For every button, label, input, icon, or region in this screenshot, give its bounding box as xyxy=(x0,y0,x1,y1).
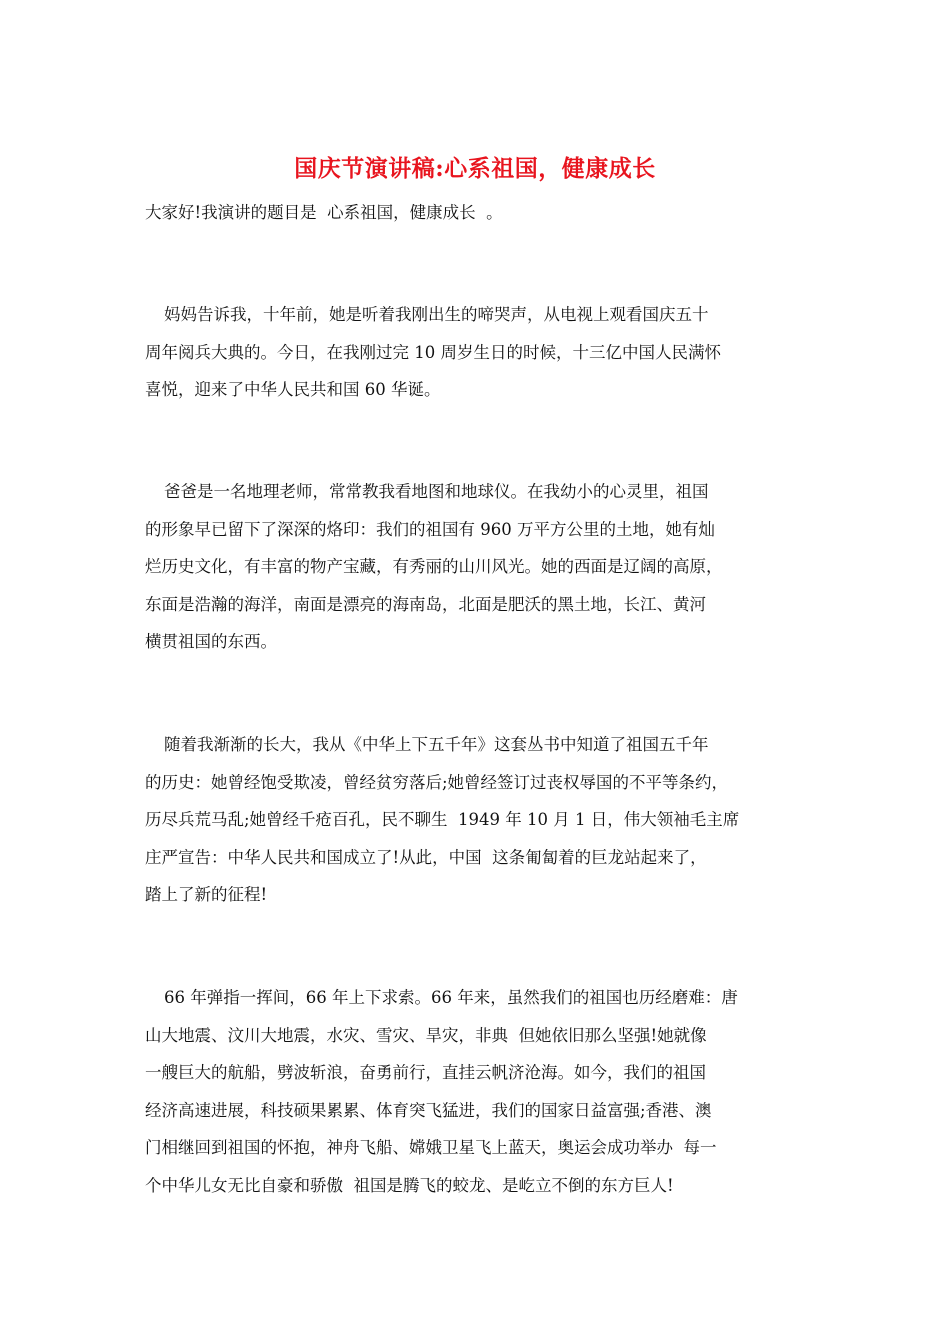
paragraph-4 xyxy=(145,983,825,1208)
paragraph-line: 66 年弹指一挥间，66 年上下求索。66 年来，虽然我们的祖国也历经磨难：唐 xyxy=(164,988,738,1007)
paragraph-line: 爸爸是一名地理老师，常常教我看地图和地球仪。在我幼小的心灵里，祖国 xyxy=(164,482,709,501)
paragraph-line: 踏上了新的征程! xyxy=(145,885,268,904)
intro-line: 大家好!我演讲的题目是 心系祖国，健康成长 。 xyxy=(145,203,503,222)
paragraph-line: 的形象早已留下了深深的烙印：我们的祖国有 960 万平方公里的土地，她有灿 xyxy=(145,519,715,539)
paragraph-line: 随着我渐渐的长大，我从《中华上下五千年》这套丛书中知道了祖国五千年 xyxy=(164,735,709,754)
paragraph-line: 门相继回到祖国的怀抱，神舟飞船、嫦娥卫星飞上蓝天，奥运会成功举办 每一 xyxy=(145,1138,717,1157)
paragraph-2 xyxy=(145,477,825,665)
paragraph-line: 喜悦，迎来了中华人民共和国 60 华诞。 xyxy=(145,380,441,399)
paragraph-line: 妈妈告诉我，十年前，她是听着我刚出生的啼哭声，从电视上观看国庆五十 xyxy=(164,305,709,324)
paragraph-line: 烂历史文化，有丰富的物产宝藏，有秀丽的山川风光。她的西面是辽阔的高原， xyxy=(145,557,723,576)
paragraph-line: 经济高速进展，科技硕果累累、体育突飞猛进，我们的国家日益富强;香港、澳 xyxy=(145,1100,712,1120)
paragraph-line: 历尽兵荒马乱;她曾经千疮百孔，民不聊生 1949 年 10 月 1 日，伟大领袖毛主席 xyxy=(145,810,740,829)
paragraph-line: 个中华儿女无比自豪和骄傲 祖国是腾飞的蛟龙、是屹立不倒的东方巨人! xyxy=(145,1175,674,1195)
paragraph-3 xyxy=(145,730,825,918)
paragraph-line: 山大地震、汶川大地震，水灾、雪灾、旱灾，非典 但她依旧那么坚强!她就像 xyxy=(145,1025,707,1045)
document-title: 国庆节演讲稿:心系祖国，健康成长 xyxy=(294,155,656,182)
paragraph-line: 的历史：她曾经饱受欺凌，曾经贫穷落后;她曾经签订过丧权辱国的不平等条约， xyxy=(145,772,729,792)
paragraph-line: 周年阅兵大典的。今日，在我刚过完 10 周岁生日的时候，十三亿中国人民满怀 xyxy=(145,342,721,362)
paragraph-line: 横贯祖国的东西。 xyxy=(145,632,277,651)
paragraph-line: 庄严宣告：中华人民共和国成立了!从此，中国 这条匍匐着的巨龙站起来了， xyxy=(145,847,707,867)
paragraph-line: 东面是浩瀚的海洋，南面是漂亮的海南岛，北面是肥沃的黑土地，长江、黄河 xyxy=(145,594,706,614)
paragraph-1 xyxy=(145,300,825,413)
paragraph-line: 一艘巨大的航船，劈波斩浪，奋勇前行，直挂云帆济沧海。如今，我们的祖国 xyxy=(145,1063,706,1082)
